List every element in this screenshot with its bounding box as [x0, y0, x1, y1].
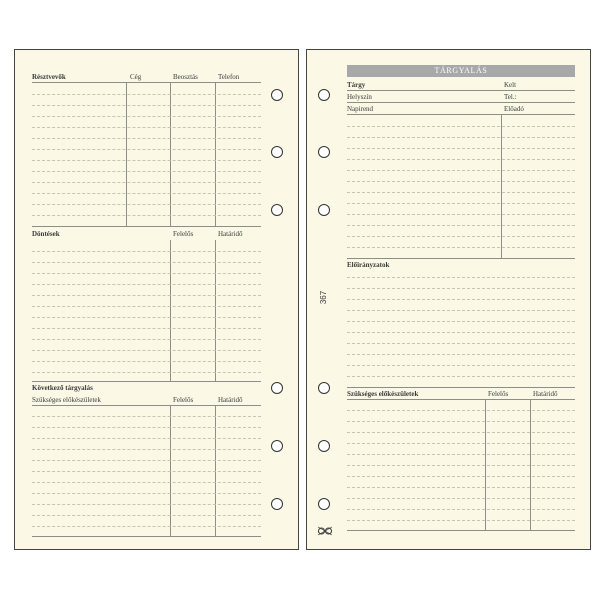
section-rule [347, 530, 575, 531]
column-company: Cég [130, 73, 142, 81]
section-rule [32, 381, 261, 382]
date-label: Kelt [504, 81, 517, 89]
dotted-writing-line [347, 365, 575, 366]
section-rule [32, 82, 261, 83]
dotted-writing-line [32, 262, 261, 263]
right-planner-page [306, 49, 591, 550]
binder-hole-icon [318, 146, 330, 158]
dotted-writing-line [32, 127, 261, 128]
dotted-writing-line [32, 471, 261, 472]
column-responsible: Felelős [173, 230, 194, 238]
dotted-writing-line [347, 225, 575, 226]
dotted-writing-line [32, 493, 261, 494]
column-deadline: Határidő [533, 390, 558, 398]
section-rule [32, 405, 261, 406]
dotted-writing-line [32, 372, 261, 373]
dotted-writing-line [347, 332, 575, 333]
dotted-writing-line [32, 284, 261, 285]
next-meeting-subtitle: Szükséges előkészületek [32, 396, 102, 404]
dotted-writing-line [347, 443, 575, 444]
binder-hole-icon [271, 89, 283, 101]
location-label: Helyszín [347, 93, 372, 101]
column-deadline: Határidő [218, 396, 243, 404]
binder-hole-icon [271, 498, 283, 510]
dotted-writing-line [347, 376, 575, 377]
dotted-writing-line [347, 203, 575, 204]
dotted-writing-line [347, 354, 575, 355]
dotted-writing-line [32, 171, 261, 172]
binder-hole-icon [271, 204, 283, 216]
dotted-writing-line [347, 487, 575, 488]
dotted-writing-line [32, 350, 261, 351]
dotted-writing-line [347, 321, 575, 322]
field-rule [347, 102, 575, 103]
dotted-writing-line [347, 343, 575, 344]
field-rule [347, 90, 575, 91]
dotted-writing-line [347, 288, 575, 289]
section-rule [347, 387, 575, 388]
dotted-writing-line [32, 515, 261, 516]
preparations-title: Előirányzatok [347, 261, 390, 269]
column-responsible: Felelős [173, 396, 194, 404]
decisions-title: Döntések [32, 230, 60, 238]
dotted-writing-line [32, 116, 261, 117]
section-rule [32, 226, 261, 227]
dotted-writing-line [347, 432, 575, 433]
dotted-writing-line [347, 236, 575, 237]
dotted-writing-line [347, 159, 575, 160]
dotted-writing-line [32, 361, 261, 362]
dotted-writing-line [32, 460, 261, 461]
column-responsible: Felelős [488, 390, 509, 398]
required-prep-title: Szükséges előkészületek [347, 390, 419, 398]
dotted-writing-line [347, 520, 575, 521]
dotted-writing-line [347, 465, 575, 466]
participants-title: Résztvevők [32, 73, 66, 81]
dotted-writing-line [32, 182, 261, 183]
dotted-writing-line [32, 306, 261, 307]
presenter-label: Előadó [504, 105, 524, 113]
dotted-writing-line [347, 137, 575, 138]
dotted-writing-line [32, 449, 261, 450]
dotted-writing-line [32, 251, 261, 252]
dotted-writing-line [347, 476, 575, 477]
dotted-writing-line [32, 215, 261, 216]
binder-hole-icon [318, 89, 330, 101]
column-deadline: Határidő [218, 230, 243, 238]
dotted-writing-line [32, 138, 261, 139]
logo-icon [317, 525, 333, 537]
dotted-writing-line [347, 148, 575, 149]
meeting-banner: TÁRGYALÁS [347, 65, 575, 77]
next-meeting-title: Következő tárgyalás [32, 384, 93, 392]
dotted-writing-line [347, 247, 575, 248]
dotted-writing-line [32, 317, 261, 318]
dotted-writing-line [347, 299, 575, 300]
binder-hole-icon [318, 382, 330, 394]
dotted-writing-line [32, 149, 261, 150]
dotted-writing-line [32, 526, 261, 527]
dotted-writing-line [347, 126, 575, 127]
left-planner-page [14, 49, 299, 550]
phone-label: Tel.: [504, 93, 517, 101]
section-rule [347, 258, 575, 259]
field-rule [347, 114, 575, 115]
dotted-writing-line [32, 482, 261, 483]
binder-hole-icon [271, 146, 283, 158]
dotted-writing-line [347, 421, 575, 422]
column-phone: Telefon [218, 73, 240, 81]
binder-hole-icon [271, 382, 283, 394]
binder-hole-icon [318, 440, 330, 452]
dotted-writing-line [32, 339, 261, 340]
dotted-writing-line [32, 204, 261, 205]
dotted-writing-line [32, 94, 261, 95]
dotted-writing-line [347, 170, 575, 171]
dotted-writing-line [32, 328, 261, 329]
column-position: Beosztás [173, 73, 198, 81]
section-rule [347, 399, 575, 400]
dotted-writing-line [32, 504, 261, 505]
dotted-writing-line [347, 192, 575, 193]
dotted-writing-line [32, 416, 261, 417]
binder-hole-icon [318, 498, 330, 510]
dotted-writing-line [32, 105, 261, 106]
dotted-writing-line [347, 410, 575, 411]
dotted-writing-line [347, 310, 575, 311]
dotted-writing-line [347, 277, 575, 278]
dotted-writing-line [32, 160, 261, 161]
dotted-writing-line [347, 498, 575, 499]
page-number: 367 [319, 290, 329, 305]
dotted-writing-line [32, 273, 261, 274]
dotted-writing-line [347, 509, 575, 510]
section-rule [32, 536, 261, 537]
dotted-writing-line [347, 214, 575, 215]
subject-label: Tárgy [347, 81, 366, 89]
dotted-writing-line [32, 427, 261, 428]
dotted-writing-line [32, 193, 261, 194]
dotted-writing-line [347, 181, 575, 182]
binder-hole-icon [318, 204, 330, 216]
binder-hole-icon [271, 440, 283, 452]
agenda-label: Napirend [347, 105, 374, 113]
dotted-writing-line [32, 438, 261, 439]
dotted-writing-line [347, 454, 575, 455]
dotted-writing-line [32, 295, 261, 296]
